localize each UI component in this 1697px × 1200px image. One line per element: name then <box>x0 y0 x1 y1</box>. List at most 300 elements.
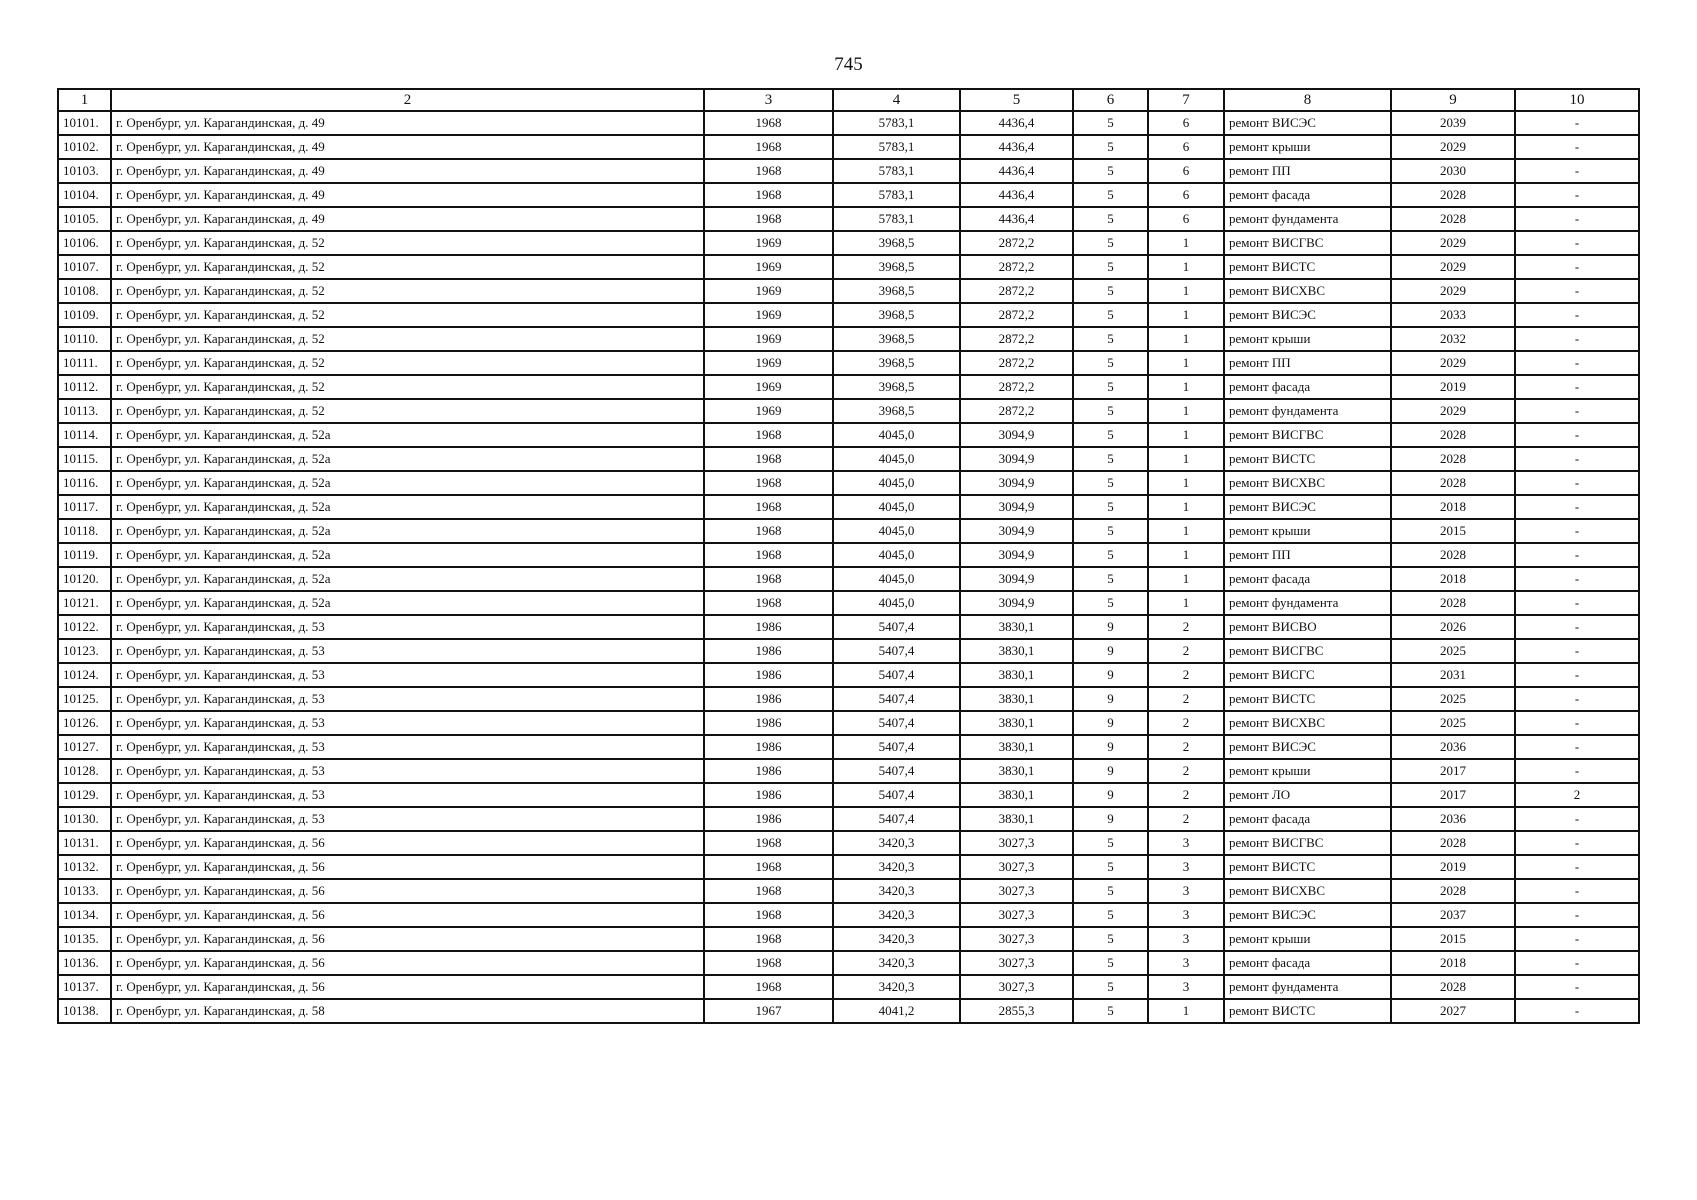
year-built-cell: 1969 <box>704 351 833 375</box>
address-cell: г. Оренбург, ул. Карагандинская, д. 52а <box>111 567 704 591</box>
total-area-cell: 5407,4 <box>833 663 960 687</box>
column-10-cell: - <box>1515 999 1639 1023</box>
planned-year-cell: 2028 <box>1391 423 1515 447</box>
year-built-cell: 1968 <box>704 111 833 135</box>
address-cell: г. Оренбург, ул. Карагандинская, д. 53 <box>111 807 704 831</box>
total-area-cell: 3420,3 <box>833 903 960 927</box>
column-10-cell: - <box>1515 879 1639 903</box>
row-number: 10120. <box>58 567 111 591</box>
floors-cell: 5 <box>1073 999 1148 1023</box>
floors-cell: 5 <box>1073 927 1148 951</box>
total-area-cell: 5407,4 <box>833 615 960 639</box>
floors-cell: 5 <box>1073 951 1148 975</box>
year-built-cell: 1968 <box>704 831 833 855</box>
address-cell: г. Оренбург, ул. Карагандинская, д. 53 <box>111 687 704 711</box>
address-cell: г. Оренбург, ул. Карагандинская, д. 49 <box>111 207 704 231</box>
column-10-cell: - <box>1515 327 1639 351</box>
total-area-cell: 3968,5 <box>833 375 960 399</box>
work-type-cell: ремонт ВИСТС <box>1224 855 1391 879</box>
column-header-5: 5 <box>960 89 1073 111</box>
address-cell: г. Оренбург, ул. Карагандинская, д. 52 <box>111 279 704 303</box>
work-type-cell: ремонт фундамента <box>1224 399 1391 423</box>
work-type-cell: ремонт ВИСТС <box>1224 255 1391 279</box>
floors-cell: 9 <box>1073 735 1148 759</box>
address-cell: г. Оренбург, ул. Карагандинская, д. 53 <box>111 783 704 807</box>
column-10-cell: - <box>1515 135 1639 159</box>
table-row <box>58 303 1639 327</box>
living-area-cell: 3830,1 <box>960 639 1073 663</box>
column-header-2: 2 <box>111 89 704 111</box>
living-area-cell: 3830,1 <box>960 711 1073 735</box>
column-10-cell: - <box>1515 231 1639 255</box>
column-10-cell: - <box>1515 447 1639 471</box>
total-area-cell: 4045,0 <box>833 447 960 471</box>
address-cell: г. Оренбург, ул. Карагандинская, д. 56 <box>111 831 704 855</box>
column-7-cell: 2 <box>1148 663 1224 687</box>
living-area-cell: 3027,3 <box>960 855 1073 879</box>
living-area-cell: 2872,2 <box>960 279 1073 303</box>
table-row <box>58 999 1639 1023</box>
living-area-cell: 3830,1 <box>960 687 1073 711</box>
table-row <box>58 255 1639 279</box>
work-type-cell: ремонт ПП <box>1224 159 1391 183</box>
total-area-cell: 4045,0 <box>833 543 960 567</box>
living-area-cell: 4436,4 <box>960 159 1073 183</box>
floors-cell: 5 <box>1073 447 1148 471</box>
floors-cell: 9 <box>1073 759 1148 783</box>
year-built-cell: 1969 <box>704 375 833 399</box>
planned-year-cell: 2028 <box>1391 591 1515 615</box>
total-area-cell: 3968,5 <box>833 279 960 303</box>
work-type-cell: ремонт ВИСГВС <box>1224 231 1391 255</box>
column-7-cell: 1 <box>1148 327 1224 351</box>
year-built-cell: 1968 <box>704 495 833 519</box>
year-built-cell: 1968 <box>704 447 833 471</box>
column-7-cell: 2 <box>1148 711 1224 735</box>
row-number: 10130. <box>58 807 111 831</box>
total-area-cell: 3968,5 <box>833 231 960 255</box>
column-10-cell: - <box>1515 279 1639 303</box>
floors-cell: 5 <box>1073 183 1148 207</box>
row-number: 10112. <box>58 375 111 399</box>
address-cell: г. Оренбург, ул. Карагандинская, д. 52а <box>111 495 704 519</box>
work-type-cell: ремонт крыши <box>1224 759 1391 783</box>
address-cell: г. Оренбург, ул. Карагандинская, д. 52а <box>111 591 704 615</box>
total-area-cell: 3968,5 <box>833 327 960 351</box>
year-built-cell: 1968 <box>704 951 833 975</box>
table-row <box>58 111 1639 135</box>
row-number: 10106. <box>58 231 111 255</box>
year-built-cell: 1968 <box>704 975 833 999</box>
planned-year-cell: 2028 <box>1391 543 1515 567</box>
total-area-cell: 5783,1 <box>833 207 960 231</box>
column-10-cell: - <box>1515 495 1639 519</box>
column-7-cell: 1 <box>1148 567 1224 591</box>
total-area-cell: 3420,3 <box>833 879 960 903</box>
planned-year-cell: 2029 <box>1391 255 1515 279</box>
planned-year-cell: 2029 <box>1391 135 1515 159</box>
table-row <box>58 807 1639 831</box>
column-10-cell: - <box>1515 207 1639 231</box>
planned-year-cell: 2025 <box>1391 687 1515 711</box>
table-row <box>58 351 1639 375</box>
work-type-cell: ремонт крыши <box>1224 519 1391 543</box>
table-row <box>58 519 1639 543</box>
living-area-cell: 3094,9 <box>960 591 1073 615</box>
address-cell: г. Оренбург, ул. Карагандинская, д. 52а <box>111 423 704 447</box>
row-number: 10115. <box>58 447 111 471</box>
floors-cell: 9 <box>1073 615 1148 639</box>
work-type-cell: ремонт ЛО <box>1224 783 1391 807</box>
column-10-cell: - <box>1515 975 1639 999</box>
floors-cell: 5 <box>1073 519 1148 543</box>
year-built-cell: 1986 <box>704 687 833 711</box>
row-number: 10109. <box>58 303 111 327</box>
table-row <box>58 639 1639 663</box>
year-built-cell: 1968 <box>704 855 833 879</box>
planned-year-cell: 2025 <box>1391 639 1515 663</box>
living-area-cell: 3027,3 <box>960 951 1073 975</box>
table-row <box>58 735 1639 759</box>
address-cell: г. Оренбург, ул. Карагандинская, д. 56 <box>111 927 704 951</box>
table-row <box>58 375 1639 399</box>
living-area-cell: 2872,2 <box>960 351 1073 375</box>
column-10-cell: - <box>1515 663 1639 687</box>
row-number: 10114. <box>58 423 111 447</box>
header-row <box>58 89 1639 111</box>
work-type-cell: ремонт ВИСХВС <box>1224 279 1391 303</box>
row-number: 10101. <box>58 111 111 135</box>
total-area-cell: 5407,4 <box>833 735 960 759</box>
total-area-cell: 3420,3 <box>833 855 960 879</box>
work-type-cell: ремонт ВИСТС <box>1224 999 1391 1023</box>
work-type-cell: ремонт ВИСЭС <box>1224 111 1391 135</box>
column-7-cell: 2 <box>1148 783 1224 807</box>
work-type-cell: ремонт ВИСГВС <box>1224 423 1391 447</box>
total-area-cell: 3968,5 <box>833 255 960 279</box>
total-area-cell: 5407,4 <box>833 783 960 807</box>
planned-year-cell: 2032 <box>1391 327 1515 351</box>
row-number: 10134. <box>58 903 111 927</box>
floors-cell: 5 <box>1073 207 1148 231</box>
living-area-cell: 4436,4 <box>960 207 1073 231</box>
address-cell: г. Оренбург, ул. Карагандинская, д. 52 <box>111 255 704 279</box>
year-built-cell: 1969 <box>704 255 833 279</box>
column-10-cell: - <box>1515 423 1639 447</box>
column-10-cell: - <box>1515 711 1639 735</box>
address-cell: г. Оренбург, ул. Карагандинская, д. 56 <box>111 855 704 879</box>
floors-cell: 5 <box>1073 567 1148 591</box>
table-row <box>58 231 1639 255</box>
work-type-cell: ремонт фасада <box>1224 567 1391 591</box>
planned-year-cell: 2028 <box>1391 831 1515 855</box>
year-built-cell: 1968 <box>704 879 833 903</box>
floors-cell: 5 <box>1073 591 1148 615</box>
table-row <box>58 423 1639 447</box>
living-area-cell: 2872,2 <box>960 255 1073 279</box>
table-row <box>58 159 1639 183</box>
column-10-cell: - <box>1515 567 1639 591</box>
work-type-cell: ремонт крыши <box>1224 927 1391 951</box>
planned-year-cell: 2028 <box>1391 207 1515 231</box>
floors-cell: 9 <box>1073 687 1148 711</box>
column-7-cell: 6 <box>1148 111 1224 135</box>
total-area-cell: 3968,5 <box>833 351 960 375</box>
total-area-cell: 3420,3 <box>833 927 960 951</box>
planned-year-cell: 2018 <box>1391 567 1515 591</box>
row-number: 10131. <box>58 831 111 855</box>
column-7-cell: 6 <box>1148 159 1224 183</box>
total-area-cell: 4045,0 <box>833 471 960 495</box>
column-10-cell: - <box>1515 159 1639 183</box>
row-number: 10104. <box>58 183 111 207</box>
row-number: 10103. <box>58 159 111 183</box>
table-row <box>58 687 1639 711</box>
living-area-cell: 2872,2 <box>960 375 1073 399</box>
planned-year-cell: 2028 <box>1391 471 1515 495</box>
work-type-cell: ремонт ВИСЭС <box>1224 303 1391 327</box>
work-type-cell: ремонт фасада <box>1224 375 1391 399</box>
work-type-cell: ремонт крыши <box>1224 135 1391 159</box>
work-type-cell: ремонт ВИСЭС <box>1224 903 1391 927</box>
column-header-8: 8 <box>1224 89 1391 111</box>
column-10-cell: - <box>1515 111 1639 135</box>
total-area-cell: 3968,5 <box>833 303 960 327</box>
total-area-cell: 5783,1 <box>833 135 960 159</box>
floors-cell: 5 <box>1073 231 1148 255</box>
column-header-4: 4 <box>833 89 960 111</box>
work-type-cell: ремонт фасада <box>1224 951 1391 975</box>
total-area-cell: 4045,0 <box>833 423 960 447</box>
year-built-cell: 1968 <box>704 183 833 207</box>
address-cell: г. Оренбург, ул. Карагандинская, д. 49 <box>111 111 704 135</box>
year-built-cell: 1969 <box>704 399 833 423</box>
living-area-cell: 4436,4 <box>960 183 1073 207</box>
planned-year-cell: 2033 <box>1391 303 1515 327</box>
column-10-cell: - <box>1515 471 1639 495</box>
living-area-cell: 3830,1 <box>960 615 1073 639</box>
column-7-cell: 1 <box>1148 423 1224 447</box>
planned-year-cell: 2039 <box>1391 111 1515 135</box>
work-type-cell: ремонт ПП <box>1224 543 1391 567</box>
row-number: 10129. <box>58 783 111 807</box>
table-row <box>58 759 1639 783</box>
floors-cell: 5 <box>1073 495 1148 519</box>
year-built-cell: 1968 <box>704 567 833 591</box>
floors-cell: 5 <box>1073 903 1148 927</box>
address-cell: г. Оренбург, ул. Карагандинская, д. 49 <box>111 183 704 207</box>
row-number: 10136. <box>58 951 111 975</box>
total-area-cell: 4045,0 <box>833 567 960 591</box>
table-row <box>58 855 1639 879</box>
column-7-cell: 2 <box>1148 615 1224 639</box>
floors-cell: 5 <box>1073 111 1148 135</box>
table-row <box>58 831 1639 855</box>
living-area-cell: 3027,3 <box>960 927 1073 951</box>
table-row <box>58 927 1639 951</box>
address-cell: г. Оренбург, ул. Карагандинская, д. 52 <box>111 327 704 351</box>
living-area-cell: 3094,9 <box>960 447 1073 471</box>
year-built-cell: 1986 <box>704 663 833 687</box>
column-10-cell: - <box>1515 807 1639 831</box>
column-7-cell: 6 <box>1148 135 1224 159</box>
floors-cell: 9 <box>1073 663 1148 687</box>
living-area-cell: 3094,9 <box>960 567 1073 591</box>
table-row <box>58 879 1639 903</box>
column-10-cell: - <box>1515 375 1639 399</box>
column-7-cell: 1 <box>1148 543 1224 567</box>
work-type-cell: ремонт ВИСТС <box>1224 447 1391 471</box>
column-7-cell: 1 <box>1148 375 1224 399</box>
work-type-cell: ремонт ВИСХВС <box>1224 879 1391 903</box>
address-cell: г. Оренбург, ул. Карагандинская, д. 52 <box>111 399 704 423</box>
total-area-cell: 5783,1 <box>833 111 960 135</box>
total-area-cell: 5407,4 <box>833 807 960 831</box>
row-number: 10127. <box>58 735 111 759</box>
total-area-cell: 5407,4 <box>833 687 960 711</box>
column-header-10: 10 <box>1515 89 1639 111</box>
work-type-cell: ремонт ВИСТС <box>1224 687 1391 711</box>
year-built-cell: 1986 <box>704 783 833 807</box>
address-cell: г. Оренбург, ул. Карагандинская, д. 52 <box>111 303 704 327</box>
column-7-cell: 1 <box>1148 447 1224 471</box>
work-type-cell: ремонт ПП <box>1224 351 1391 375</box>
total-area-cell: 5407,4 <box>833 639 960 663</box>
planned-year-cell: 2028 <box>1391 879 1515 903</box>
work-type-cell: ремонт ВИСЭС <box>1224 495 1391 519</box>
column-10-cell: - <box>1515 831 1639 855</box>
floors-cell: 5 <box>1073 303 1148 327</box>
column-10-cell: - <box>1515 255 1639 279</box>
year-built-cell: 1968 <box>704 591 833 615</box>
planned-year-cell: 2031 <box>1391 663 1515 687</box>
year-built-cell: 1968 <box>704 423 833 447</box>
year-built-cell: 1968 <box>704 543 833 567</box>
column-7-cell: 3 <box>1148 951 1224 975</box>
row-number: 10102. <box>58 135 111 159</box>
column-10-cell: - <box>1515 519 1639 543</box>
column-header-9: 9 <box>1391 89 1515 111</box>
floors-cell: 5 <box>1073 879 1148 903</box>
year-built-cell: 1968 <box>704 471 833 495</box>
column-7-cell: 1 <box>1148 255 1224 279</box>
column-header-1: 1 <box>58 89 111 111</box>
living-area-cell: 3830,1 <box>960 807 1073 831</box>
work-type-cell: ремонт фундамента <box>1224 207 1391 231</box>
year-built-cell: 1968 <box>704 519 833 543</box>
address-cell: г. Оренбург, ул. Карагандинская, д. 53 <box>111 711 704 735</box>
column-10-cell: - <box>1515 759 1639 783</box>
address-cell: г. Оренбург, ул. Карагандинская, д. 49 <box>111 159 704 183</box>
address-cell: г. Оренбург, ул. Карагандинская, д. 56 <box>111 903 704 927</box>
address-cell: г. Оренбург, ул. Карагандинская, д. 58 <box>111 999 704 1023</box>
living-area-cell: 4436,4 <box>960 135 1073 159</box>
year-built-cell: 1967 <box>704 999 833 1023</box>
floors-cell: 5 <box>1073 543 1148 567</box>
floors-cell: 5 <box>1073 279 1148 303</box>
column-10-cell: - <box>1515 303 1639 327</box>
living-area-cell: 3830,1 <box>960 759 1073 783</box>
work-type-cell: ремонт ВИСВО <box>1224 615 1391 639</box>
year-built-cell: 1986 <box>704 615 833 639</box>
planned-year-cell: 2017 <box>1391 783 1515 807</box>
work-type-cell: ремонт ВИСГВС <box>1224 639 1391 663</box>
table-row <box>58 183 1639 207</box>
total-area-cell: 3420,3 <box>833 831 960 855</box>
address-cell: г. Оренбург, ул. Карагандинская, д. 53 <box>111 639 704 663</box>
address-cell: г. Оренбург, ул. Карагандинская, д. 53 <box>111 759 704 783</box>
planned-year-cell: 2028 <box>1391 183 1515 207</box>
year-built-cell: 1968 <box>704 903 833 927</box>
column-7-cell: 1 <box>1148 279 1224 303</box>
table-row <box>58 135 1639 159</box>
column-7-cell: 6 <box>1148 183 1224 207</box>
column-10-cell: - <box>1515 351 1639 375</box>
planned-year-cell: 2018 <box>1391 951 1515 975</box>
column-10-cell: - <box>1515 639 1639 663</box>
floors-cell: 9 <box>1073 783 1148 807</box>
table-row <box>58 591 1639 615</box>
table-body <box>58 111 1639 1023</box>
work-type-cell: ремонт ВИСЭС <box>1224 735 1391 759</box>
address-cell: г. Оренбург, ул. Карагандинская, д. 52 <box>111 231 704 255</box>
living-area-cell: 3830,1 <box>960 783 1073 807</box>
year-built-cell: 1968 <box>704 159 833 183</box>
address-cell: г. Оренбург, ул. Карагандинская, д. 52а <box>111 543 704 567</box>
planned-year-cell: 2027 <box>1391 999 1515 1023</box>
living-area-cell: 2872,2 <box>960 327 1073 351</box>
row-number: 10123. <box>58 639 111 663</box>
address-cell: г. Оренбург, ул. Карагандинская, д. 52а <box>111 471 704 495</box>
total-area-cell: 4041,2 <box>833 999 960 1023</box>
address-cell: г. Оренбург, ул. Карагандинская, д. 49 <box>111 135 704 159</box>
living-area-cell: 4436,4 <box>960 111 1073 135</box>
planned-year-cell: 2017 <box>1391 759 1515 783</box>
column-7-cell: 3 <box>1148 879 1224 903</box>
planned-year-cell: 2019 <box>1391 855 1515 879</box>
floors-cell: 5 <box>1073 471 1148 495</box>
work-type-cell: ремонт фасада <box>1224 807 1391 831</box>
year-built-cell: 1969 <box>704 303 833 327</box>
row-number: 10105. <box>58 207 111 231</box>
floors-cell: 5 <box>1073 423 1148 447</box>
work-type-cell: ремонт фундамента <box>1224 591 1391 615</box>
column-10-cell: - <box>1515 735 1639 759</box>
row-number: 10113. <box>58 399 111 423</box>
column-7-cell: 3 <box>1148 831 1224 855</box>
planned-year-cell: 2028 <box>1391 447 1515 471</box>
planned-year-cell: 2030 <box>1391 159 1515 183</box>
total-area-cell: 5783,1 <box>833 159 960 183</box>
year-built-cell: 1986 <box>704 735 833 759</box>
column-7-cell: 3 <box>1148 927 1224 951</box>
table-row <box>58 279 1639 303</box>
work-type-cell: ремонт ВИСГВС <box>1224 831 1391 855</box>
living-area-cell: 3027,3 <box>960 831 1073 855</box>
column-7-cell: 3 <box>1148 975 1224 999</box>
planned-year-cell: 2029 <box>1391 279 1515 303</box>
floors-cell: 5 <box>1073 375 1148 399</box>
floors-cell: 9 <box>1073 711 1148 735</box>
floors-cell: 5 <box>1073 975 1148 999</box>
row-number: 10107. <box>58 255 111 279</box>
column-10-cell: - <box>1515 855 1639 879</box>
total-area-cell: 5407,4 <box>833 759 960 783</box>
table-row <box>58 543 1639 567</box>
table-row <box>58 615 1639 639</box>
floors-cell: 5 <box>1073 327 1148 351</box>
row-number: 10133. <box>58 879 111 903</box>
